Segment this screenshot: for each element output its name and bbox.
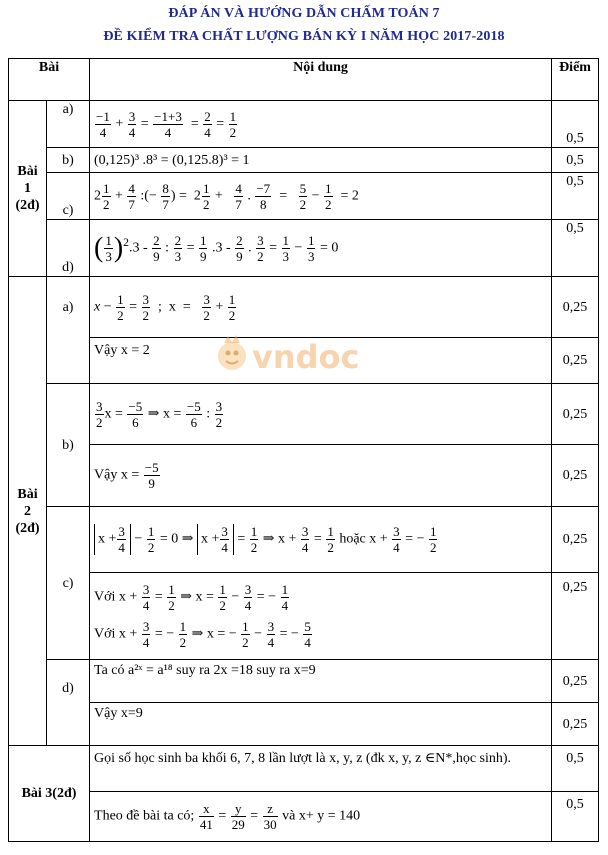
watermark-text: vndoc — [252, 338, 360, 376]
bai2-d-part: d) — [47, 660, 90, 746]
bai1-d-content: ( $\frac{1}{3}$ )$^2$.3 - $\frac{2}{9}$ : $\frac{2}{3}$ = $\frac{1}{9}$ .3 - $\frac{2}{9}$ . $\frac{3}{2}$ = $\frac{1}{3}$ − $\frac{1}{3}$ = 0 — [90, 220, 552, 277]
header-row — [9, 59, 599, 101]
bai2-a-result: Vậy x = 2 — [90, 338, 552, 384]
bai1-b-content: (0,125)³ .8³ = (0,125.8)³ = 1 — [90, 148, 552, 173]
bai2-b-score1: 0,25 — [552, 384, 599, 445]
bai2-d-score1: 0,25 — [552, 660, 599, 703]
table-row — [9, 220, 599, 277]
header-noidung: Nội dung — [90, 59, 552, 101]
bai2-d-line2: Vậy x=9 — [90, 703, 552, 746]
bai1-d-score: 0,5 — [552, 220, 599, 277]
bai2-c-score1: 0,25 — [552, 507, 599, 573]
bai3-line1: Gọi số học sinh ba khối 6, 7, 8 lần lượt là x, y, z (đk x, y, z ∈N*,học sinh). — [90, 746, 552, 792]
bai3-line2-prefix: Theo đề bài ta có; — [94, 808, 195, 824]
bai3-score2: 0,5 — [552, 792, 599, 842]
table-row — [9, 703, 599, 746]
table-row — [9, 338, 599, 384]
bai1-c-content: 2 $\frac{1}{2}$ + $\frac{4}{7}$ :(− $\frac{8}{7}$ ) = 2 $\frac{1}{2}$ + $\frac{4}{7}$ . $\frac{-7}{8}$ = $\frac{5}{2}$ − $\frac{1}{2}$ = 2 — [90, 173, 552, 220]
bai3-line2: Theo đề bài ta có; $\frac{x}{41}$ = $\frac{y}{29}$ = $\frac{z}{30}$ và x+ y = 140 — [90, 792, 552, 842]
table-row — [9, 660, 599, 703]
bai2-a-part: a) — [47, 277, 90, 384]
table-row — [9, 277, 599, 338]
bai1-a-content: $\frac{-1}{4}$ + $\frac{3}{4}$ = $\frac{-1+3}{4}$ = $\frac{2}{4}$ = $\frac{1}{2}$ — [90, 101, 552, 148]
header-diem: Điểm — [552, 59, 599, 101]
bai2-b-result-prefix: Vậy x = — [94, 467, 140, 483]
bai1-c-score: 0,5 — [552, 173, 599, 220]
bai2-a-content: x − $\frac{1}{2}$ = $\frac{3}{2}$ ; x = $\frac{3}{2}$ + $\frac{1}{2}$ — [90, 277, 552, 338]
header-bai: Bài — [9, 59, 90, 101]
hoac-text: hoặc — [339, 531, 366, 547]
bai3-score1: 0,5 — [552, 746, 599, 792]
bai2-d-line1: Ta có a²ˣ = a¹⁸ suy ra 2x =18 suy ra x=9 — [90, 660, 552, 703]
table-row — [9, 792, 599, 842]
bai2-c-content2: Với x + $\frac{3}{4}$ = $\frac{1}{2}$ ⇒ x = $\frac{1}{2}$ − $\frac{3}{4}$ = − $\frac{1}{4}$ Với x + $\frac{3}{4}$ = − $\frac{1}{2}$ ⇒ x = − $\frac{1}{2}$ − $\frac{3}{4}$ = − $\frac{5}{4}$ — [90, 573, 552, 660]
bai2-b-score2: 0,25 — [552, 445, 599, 507]
table-row — [9, 384, 599, 445]
bai1-a-score: 0,5 — [552, 101, 599, 148]
answer-table — [8, 58, 599, 842]
bai2-b-content: $\frac{3}{2}$ x = $\frac{-5}{6}$ ⇒ x = $\frac{-5}{6}$ : $\frac{3}{2}$ — [90, 384, 552, 445]
bai2-a-score2: 0,25 — [552, 338, 599, 384]
document-title: ĐÁP ÁN VÀ HƯỚNG DẪN CHẤM TOÁN 7 — [168, 6, 440, 21]
bai3-line2-suffix: và x+ y = 140 — [282, 808, 361, 824]
table-row — [9, 445, 599, 507]
table-row — [9, 148, 599, 173]
document-subtitle: ĐỀ KIỂM TRA CHẤT LƯỢNG BÁN KỲ I NĂM HỌC 2017-2018 — [103, 29, 505, 44]
bai1-b-score: 0,5 — [552, 148, 599, 173]
bai2-d-score2: 0,25 — [552, 703, 599, 746]
bai3-label: Bài 3(2đ) — [9, 746, 90, 842]
bai1-b-part: b) — [47, 148, 90, 173]
table-row — [9, 746, 599, 792]
bai2-c-score2: 0,25 — [552, 573, 599, 660]
bai2-b-result: Vậy x = $\frac{-5}{9}$ — [90, 445, 552, 507]
bai2-a-score1: 0,25 — [552, 277, 599, 338]
voi-text: Với — [94, 589, 116, 605]
bai2-c-part: c) — [47, 507, 90, 660]
table-row — [9, 173, 599, 220]
bai1-label: Bài 1 (2đ) — [9, 101, 47, 277]
bai2-label: Bài 2 (2đ) — [9, 277, 47, 746]
bai2-c-content: x + $\frac{3}{4}$ − $\frac{1}{2}$ = 0 ⇒ x + $\frac{3}{4}$ = $\frac{1}{2}$ ⇒ x + $\frac{3}{4}$ = $\frac{1}{2}$ hoặc x + $\frac{3}{4}$ = − $\frac{1}{2}$ — [90, 507, 552, 573]
voi-text: Với — [94, 626, 116, 642]
table-row — [9, 573, 599, 660]
bai1-c-part: c) — [47, 173, 90, 220]
bai1-d-part: d) — [47, 220, 90, 277]
table-row — [9, 101, 599, 148]
bai1-a-part: a) — [47, 101, 90, 148]
bai2-b-part: b) — [47, 384, 90, 507]
table-row — [9, 507, 599, 573]
